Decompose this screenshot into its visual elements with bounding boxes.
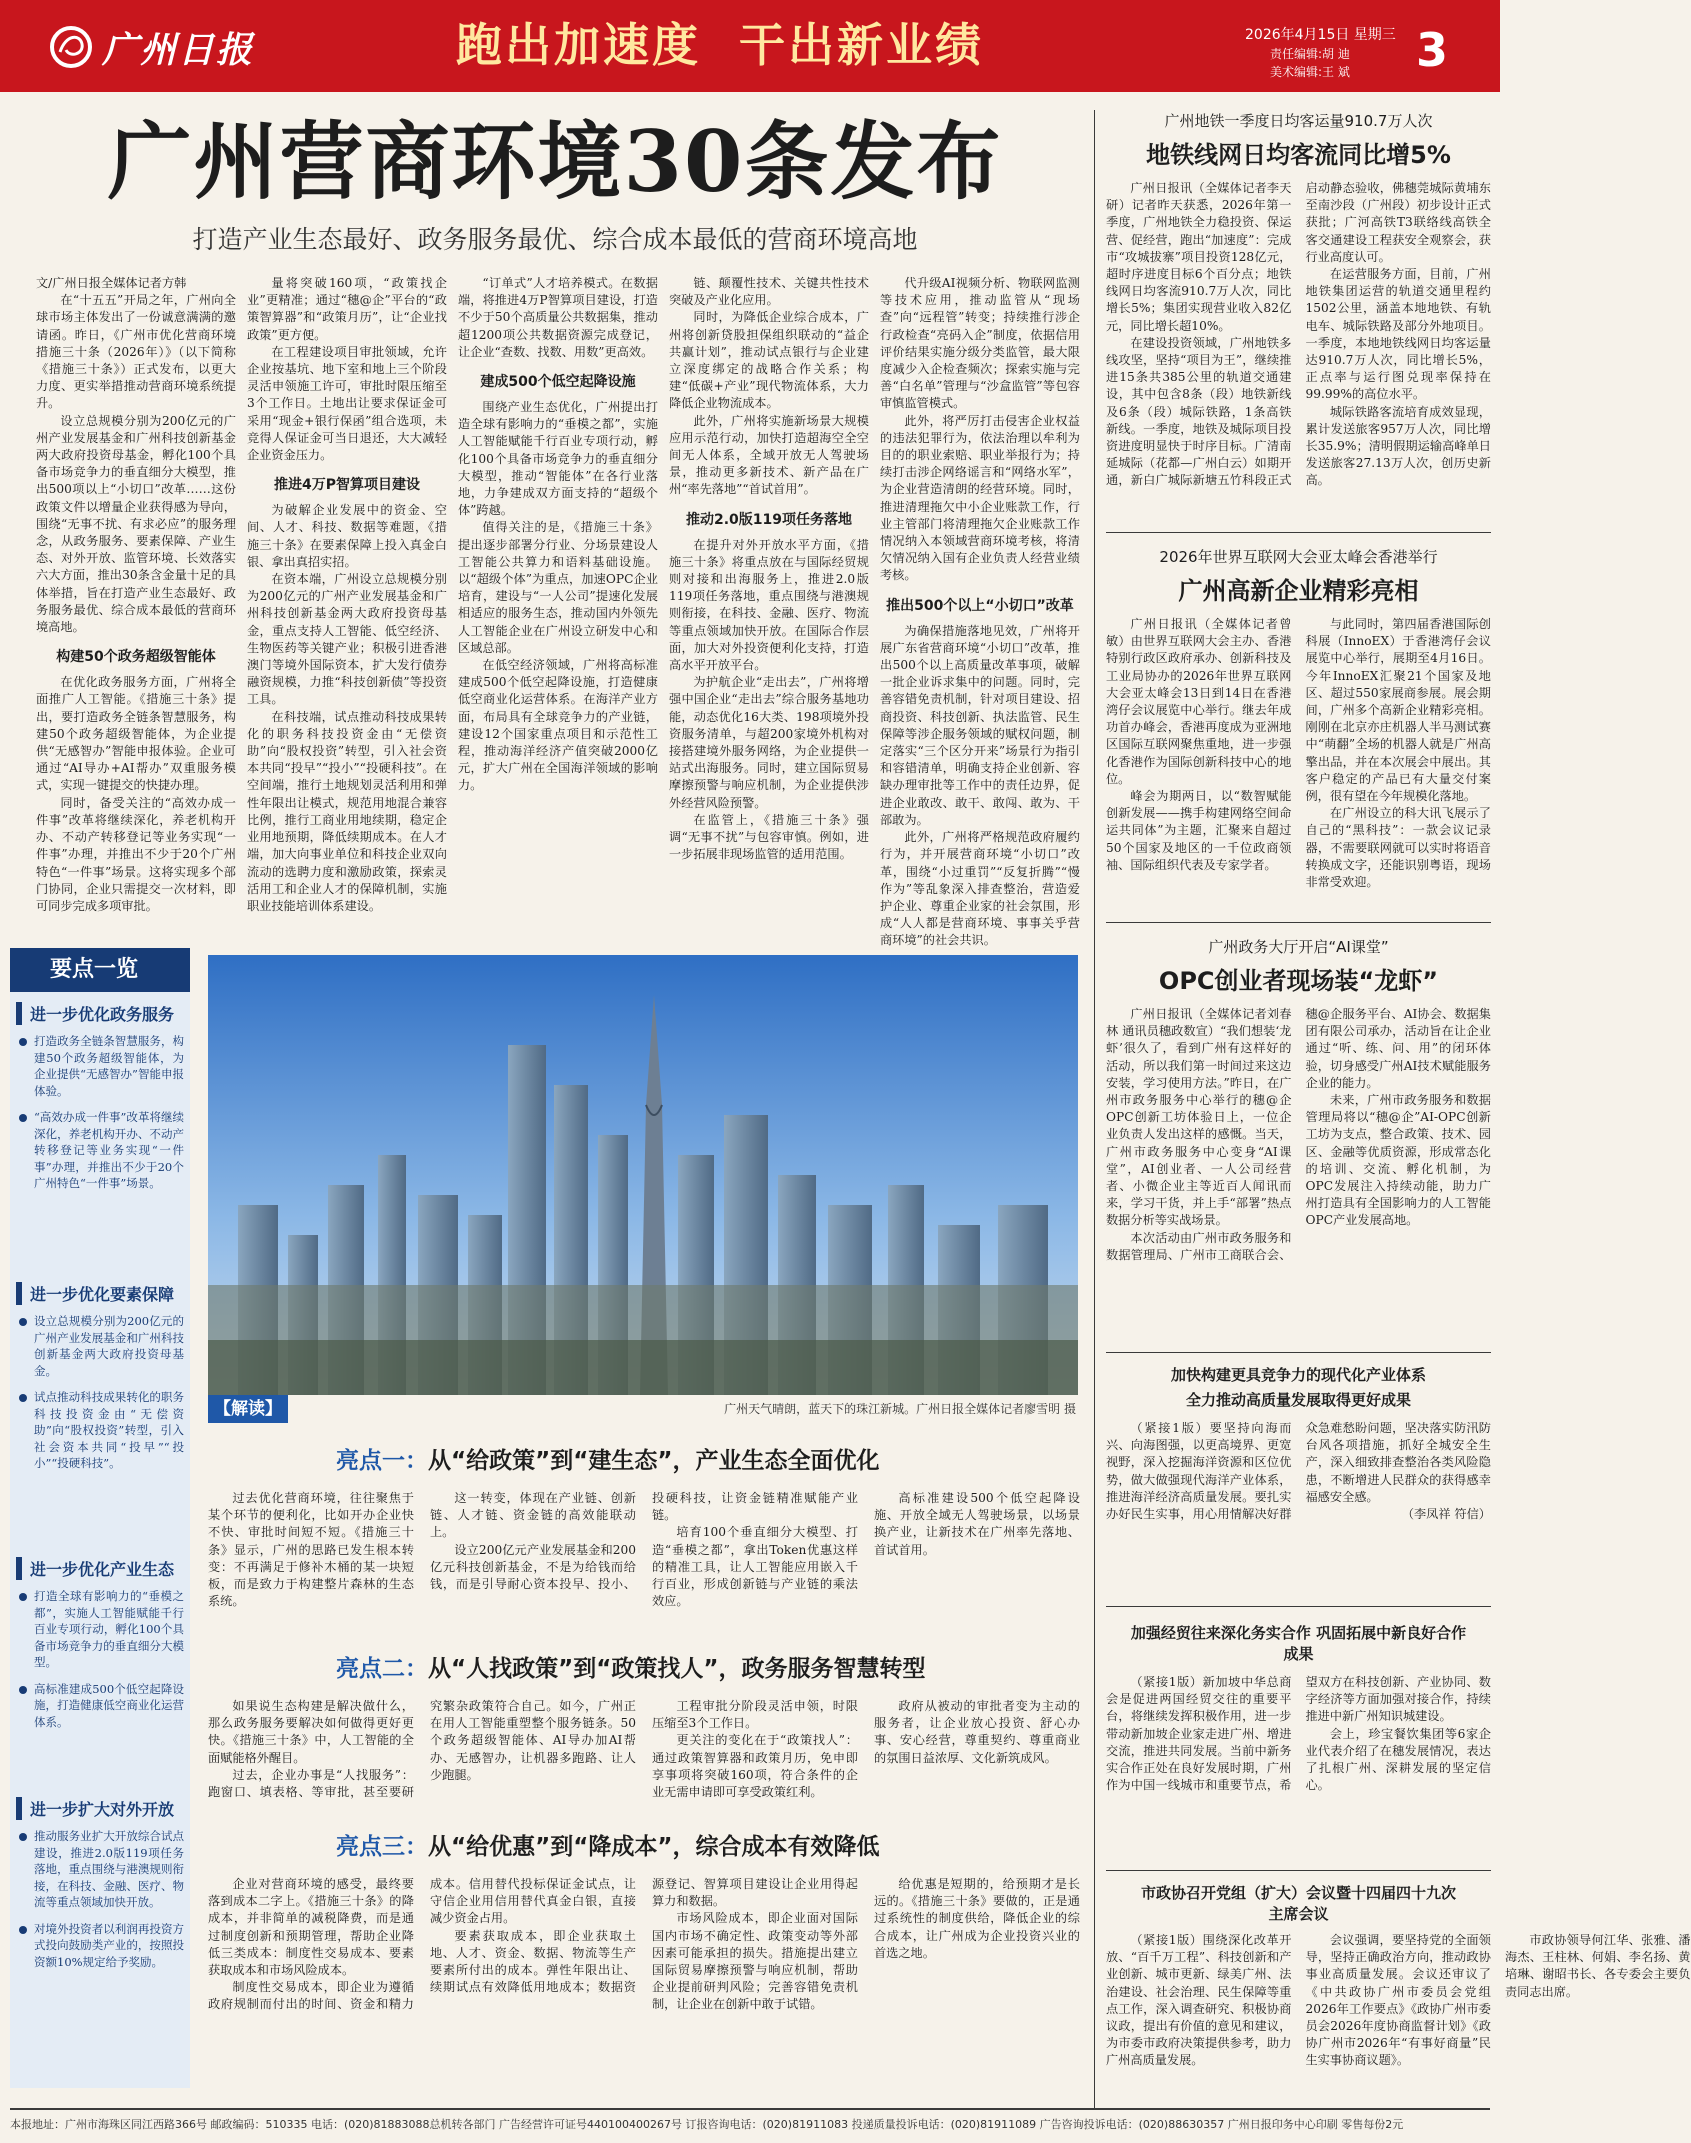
story-para: （李凤祥 符信）	[1401, 1507, 1491, 1522]
story-divider	[1106, 922, 1491, 923]
story-divider	[1106, 1606, 1491, 1607]
column-divider	[1094, 110, 1095, 2110]
sidebar-section	[16, 1282, 184, 1547]
story-title: 全力推动高质量发展取得更好成果	[1185, 1391, 1411, 1409]
story-body	[1106, 1006, 1491, 1336]
footer-rule	[10, 2108, 1490, 2110]
subhead-lowaltitude: 建成500个低空起降设施	[480, 374, 636, 391]
issue-date: 2026年4月15日 星期三	[1245, 27, 1396, 43]
byline: 文/广州日报全媒体记者方韩	[36, 276, 187, 290]
story-para: 市政协领导何江华、张雅、潘海杰、王柱林、何娟、李名扬、黄培琳、谢昭书长、各专委会主要负责同志出席。	[1505, 1933, 1691, 1999]
analysis-para: 给优惠是短期的，给预期才是长远的。《措施三十条》要做的，正是通过系统性的制度供给，降低企业的综合成本，让广州成为企业投资兴业的首选之地。	[874, 1877, 1080, 1960]
story-kicker: 广州地铁一季度日均客运量910.7万人次	[1164, 112, 1433, 130]
designer-credit: 美术编辑:王 斌	[1270, 65, 1350, 79]
highlight-1-heading	[336, 1442, 1096, 1475]
subhead-compute: 推进4万P智算项目建设	[273, 477, 420, 494]
logo-swirl-icon	[48, 24, 94, 70]
highlight-tag: 亮点三：	[336, 1834, 428, 1860]
story-cppcc	[1106, 1880, 1691, 2095]
logo-text: 广州日报	[102, 28, 255, 71]
highlight-3-body	[208, 1876, 1080, 2092]
editor-credit: 责任编辑:胡 迪	[1270, 47, 1350, 61]
story-kicker: 广州政务大厅开启“AI课堂”	[1208, 938, 1389, 956]
sidebar-bullet: 高标准建成500个低空起降设施，打造健康低空商业化运营体系。	[16, 1681, 184, 1731]
story-divider	[1106, 1352, 1491, 1353]
sidebar-section	[16, 1002, 184, 1272]
analysis-para: 高标准建设500个低空起降设施、开放全域无人驾驶场景，以场景换产业，让新技术在广州率先落地、首试首用。	[874, 1491, 1080, 1557]
lead-title: 广州营商环境30条发布	[107, 112, 1003, 211]
page-slogan: 跑出加速度 干出新业绩	[455, 18, 985, 72]
analysis-para: 如果说生态构建是解决做什么，那么政务服务要解决如何做得更好更快。《措施三十条》中，人工智能的全面赋能格外醒目。	[208, 1699, 414, 1765]
sidebar-section-title: 进一步优化政务服务	[16, 1002, 184, 1025]
lead-para: 在监管上，《措施三十条》强调“无事不扰”与包容审慎。例如，进一步拓展非现场监管的适用范围。	[669, 812, 869, 862]
story-singapore	[1106, 1618, 1491, 1866]
analysis-para: 政府从被动的审批者变为主动的服务者，让企业放心投资、舒心办事、安心经营，尊重契约、尊重商业的氛围日益浓厚、文化新筑成风。	[874, 1699, 1080, 1765]
lead-para: 围绕产业生态优化，广州提出打造全球有影响力的“垂模之都”，实施人工智能赋能千行百业专项行动，孵化100个具备市场竞争力的垂直细分大模型，推动“智能体”在各行业落地，力争建成双方面支持的“超级个体”跨越。	[458, 400, 658, 518]
photo-caption: 广州天气晴朗，蓝天下的珠江新城。广州日报全媒体记者廖雪明 摄	[724, 1402, 1076, 1416]
footer-info: 本报地址：广州市海珠区同江西路366号 邮政编码：510335 电话：(020)81883088总机转各部门 广告经营许可证号440100400267号 订报咨询电话：(020)81911083 投递质量投诉电话：(020)81911089 广告咨询投诉电话：(020)88630357 广州日报印务中心印刷 零售每份2元	[10, 2118, 1404, 2131]
lead-col-1	[36, 275, 236, 935]
lead-para: 同时，为降低企业综合成本，广州将创新贷股担保组织联动的“益企共赢计划”，推动试点银行与企业建立深度绑定的战略合作关系；构建“低碳+产业”现代物流体系，大力降低企业物流成本。	[669, 310, 869, 411]
sidebar-section	[16, 1557, 184, 1787]
logo	[48, 22, 258, 72]
story-body	[1106, 1932, 1691, 2082]
story-para: （紧接1版）新加坡中华总商会是促进两国经贸交往的重要平台，将继续发挥积极作用，进一步带动新加坡企业家走进广州、增进交流，推进共同发展。当前中新务实合作正处在良好发展时期，广州作为中国一线城市和重要节点，希望双方在科技创新、产业协同、数字经济等方面加强对接合作，持续推进中新广州知识城建设。	[1106, 1675, 1491, 1793]
story-para: 未来，广州市政务服务和数据管理局将以“穗@企”AI-OPC创新工坊为支点，整合政策、技术、园区、金融等优质资源，形成常态化的培训、交流、孵化机制，为OPC发展注入持续动能，助力广州打造具有全国影响力的人工智能OPC产业发展高地。	[1305, 1093, 1491, 1228]
lead-subtitle: 打造产业生态最好、政务服务最优、综合成本最低的营商环境高地	[192, 225, 918, 254]
lead-col-4	[669, 275, 869, 935]
subhead-tasks: 推动2.0版119项任务落地	[685, 511, 853, 528]
lead-para: 在资本端，广州设立总规模分别为200亿元的广州产业发展基金和广州科技创新基金两大政府投资母基金，重点支持人工智能、低空经济、生物医药等关键产业；积极引进香港澳门等境外国际资本，扩大发行债券融资规模，力推“科技创新债”等投资工具。	[247, 572, 447, 707]
analysis-para: 这一转变，体现在产业链、创新链、人才链、资金链的高效能联动上。	[430, 1491, 636, 1540]
skyline-illustration	[208, 955, 1078, 1395]
story-title: 市政协召开党组（扩大）会议暨十四届四十九次主席会议	[1140, 1884, 1456, 1923]
lead-para: 代升级AI视频分析、物联网监测等技术应用，推动监管从“现场查”向“远程管”转变；持续推行涉企行政检查“亮码入企”制度，依据信用评价结果实施分级分类监管，最大限度减少入企检查频次；探索实施与完善“白名单”管理与“沙盒监管”等包容审慎监管模式。	[880, 276, 1080, 411]
analysis-para: 设立200亿元产业发展基金和200亿元科技创新基金，不是为给钱而给钱，而是引导耐心资本投早、投小、投硬科技，让资金链精准赋能产业链。	[430, 1491, 858, 1592]
story-para: 会议强调，要坚持党的全面领导，坚持正确政治方向，推动政协事业高质量发展。会议还审议了《中共政协广州市委员会党组2026年工作要点》《政协广州市委员会2026年度协商监督计划》《政协广州市2026年“有事好商量”民生实事协商议题》。	[1305, 1933, 1491, 2068]
lead-para: “订单式”人才培养模式。在数据端，将推进4万P智算项目建设，打造不少于50个高质量公共数据集，推动超1200项公共数据资源完成登记，让企业“查数、找数、用数”更高效。	[458, 276, 658, 359]
lead-para: 在优化政务服务方面，广州将全面推广人工智能。《措施三十条》提出，要打造政务全链条智慧服务，构建50个政务超级智能体，为企业提供“无感智办”智能申报体验。企业可通过“AI导办+AI帮办”双重服务模式，实现一键提交的快捷办理。	[36, 675, 236, 793]
analysis-para: 制度性交易成本，即企业为遵循政府规制而付出的时间、资金和精力成本。信用替代投标保证金试点，让守信企业用信用替代真金白银，直接减少资金占用。	[208, 1877, 636, 2012]
analysis-label: 【解读】	[208, 1395, 288, 1423]
lead-para: 量将突破160项，“政策找企业”更精准；通过“穗@企”平台的“政策智算器”和“政策月历”，让“企业找政策”更方便。	[247, 276, 447, 342]
analysis-para: 工程审批分阶段灵活申领，时限压缩至3个工作日。	[652, 1699, 858, 1731]
sidebar-bullet: “高效办成一件事”改革将继续深化，养老机构开办、不动产转移登记等业务实现“一件事”办理，并推出不少于20个广州特色“一件事”场景。	[16, 1109, 184, 1192]
sidebar-bullet: 对境外投资者以利润再投资方式投向鼓励类产业的，按照投资额10%规定给予奖励。	[16, 1921, 184, 1971]
story-title: 加强经贸往来深化务实合作 巩固拓展中新良好合作成果	[1130, 1624, 1467, 1663]
sidebar-bullet: 推动服务业扩大开放综合试点建设，推进2.0版119项任务落地，重点围绕与港澳规则衔接，在科技、金融、医疗、物流等重点领域加快开放。	[16, 1828, 184, 1911]
lead-col-2	[247, 275, 447, 935]
highlight-2-body	[208, 1698, 1080, 1814]
highlight-2-heading	[336, 1650, 1096, 1683]
sidebar-section-title: 进一步扩大对外开放	[16, 1797, 184, 1820]
lead-para: 此外，广州将实施新场景大规模应用示范行动，加快打造超海空全空间无人体系，全域开放无人驾驶场景，推动更多新技术、新产品在广州“率先落地”“首试首用”。	[669, 413, 869, 497]
sidebar-section	[16, 1797, 184, 2117]
lead-para: 在低空经济领域，广州将高标准建成500个低空起降设施，打造健康低空商业化运营体系。在海洋产业方面，布局具有全球竞争力的产业链，建设12个国家重点项目和示范性工程，推动海洋经济产值突破2000亿元，扩大广州在全国海洋领域的影响力。	[458, 658, 658, 793]
story-para: 城际铁路客流培育成效显现，累计发送旅客957万人次，同比增长35.9%；清明假期运输高峰单日发送旅客27.13万人次，创历史新高。	[1305, 404, 1491, 488]
lead-para: 链、颠覆性技术、关键共性技术突破及产业化应用。	[669, 276, 869, 308]
highlight-tag: 亮点一：	[336, 1448, 428, 1474]
story-kicker: 2026年世界互联网大会亚太峰会香港举行	[1159, 548, 1438, 566]
story-para: 在广州设立的科大讯飞展示了自己的“黑科技”：一款会议记录器，不需要联网就可以实时将语音转换成文字，还能识别粤语，现场非常受欢迎。	[1305, 806, 1491, 890]
lead-para: 在科技端，试点推动科技成果转化的职务科技投资金由“无偿资助”向“股权投资”转型，引入社会资本共同“投早”“投小”“投硬科技”。在空间端，推行土地规划灵活利用和弹性年限出让模式，规范用地混合兼容比例，推行工商业用地续期，稳定企业用地预期，降低续期成本。在人才端，加大向事业单位和科技企业双向流动的选聘力度和激励政策，探索灵活用工和企业人才的保障机制，实施职业技能培训体系建设。	[247, 709, 447, 913]
sidebar-bullet: 试点推动科技成果转化的职务科技投资金由“无偿资助”向“股权投资”转型，引入社会资本共同“投早”“投小”“投硬科技”。	[16, 1389, 184, 1472]
lead-para: 设立总规模分别为200亿元的广州产业发展基金和广州科技创新基金两大政府投资母基金，孵化100个具备市场竞争力的垂直细分大模型，推出500项以上“小切口”改革……这份政策文件以增量企业获得感为导向，围绕“无事不扰、有求必应”的服务理念，从政务服务、要素保障、产业生态、对外开放、监管环境、长效落实六大方面，推出30条含金量十足的具体举措，旨在打造产业生态最好、政务服务最优、综合成本最低的营商环境高地。	[36, 413, 236, 635]
sidebar-section-title: 进一步优化要素保障	[16, 1282, 184, 1305]
story-body	[1106, 1420, 1491, 1590]
story-para: 广州日报讯（全媒体记者李天研）记者昨天获悉，2026年第一季度，广州地铁全力稳投资、保运营、促经营，跑出“加速度”：完成市“攻城拔寨”项目投资128亿元，超时序进度目标6个百分点；地铁线网日均客流910.7万人次，同比增长5%；集团实现营业收入82亿元，同比增长超10%。	[1106, 181, 1292, 333]
story-body	[1106, 180, 1491, 510]
sidebar-section-title: 进一步优化产业生态	[16, 1557, 184, 1580]
analysis-para: 培育100个垂直细分大模型、打造“垂模之都”，拿出Token优惠这样的精准工具，让人工智能应用嵌入千行百业，形成创新链与产业链的乘法效应。	[652, 1525, 858, 1609]
story-internet-summit	[1106, 546, 1491, 918]
lead-para: 在工程建设项目审批领域，允许企业按基坑、地下室和地上三个阶段灵活申领施工许可，审批时限压缩至3个工作日。土地出让要求保证金可采用“现金+银行保函”组合选项，未竞得人保证金可当日退还，大大减轻企业资金压力。	[247, 344, 447, 463]
subhead-agents: 构建50个政务超级智能体	[56, 649, 216, 666]
story-title: 地铁线网日均客流同比增5%	[1146, 141, 1451, 169]
cityscape-photo	[208, 955, 1078, 1395]
lead-para: 为破解企业发展中的资金、空间、人才、科技、数据等难题，《措施三十条》在要素保障上投入真金白银、拿出真招实招。	[247, 503, 447, 569]
story-para: 与此同时，第四届香港国际创科展（InnoEX）于香港湾仔会议展览中心举行，展期至4月16日。今年InnoEX汇聚21个国家及地区、超过550家展商参展。展会期间，广州多个高新企业精彩亮相。刚刚在北京亦庄机器人半马测试赛中“萌翻”全场的机器人就是广州高擎出品，并在本次展会中展出。其客户稳定的产品已有大量交付案例，很有望在今年规模化落地。	[1305, 617, 1491, 804]
story-para: 会上，珍宝餐饮集团等6家企业代表介绍了在穗发展情况，表达了扎根广州、深耕发展的坚定信心。	[1305, 1726, 1491, 1793]
sidebar-bullet: 打造政务全链条智慧服务，构建50个政务超级智能体，为企业提供“无感智办”智能申报体验。	[16, 1033, 184, 1099]
story-divider	[1106, 1870, 1491, 1871]
story-divider	[1106, 532, 1491, 533]
story-para: 广州日报讯（全媒体记者曾敏）由世界互联网大会主办、香港特别行政区政府承办、创新科技及工业局协办的2026年世界互联网大会亚太峰会13日到14日在香港湾仔会议展览中心举行。继去年成功首办峰会，香港再度成为亚洲地区国际互联网聚焦重地，进一步强化香港作为国际创新科技中心的地位。	[1106, 617, 1292, 786]
story-body	[1106, 616, 1491, 906]
lead-col-3	[458, 275, 658, 935]
lead-para: 此外，将严厉打击侵害企业权益的违法犯罪行为，依法治理以牟利为目的的职业索赔、职业举报行为；持续打击涉企网络谣言和“网络水军”，为企业营造清朗的经营环境。同时，推进清理拖欠中小企业账款工作，行业主管部门将清理拖欠企业账款工作情况纳入本领域营商环境考核，将清欠情况纳入国有企业负责人经营业绩考核。	[880, 413, 1080, 583]
highlight-tag: 亮点二：	[336, 1656, 428, 1682]
story-kicker: 加快构建更具竞争力的现代化产业体系	[1170, 1366, 1426, 1384]
highlight-text: 从“给政策”到“建生态”，产业生态全面优化	[428, 1448, 880, 1474]
story-para: 广州日报讯（全媒体记者刘春林 通讯员穗政数宣）“我们想装‘龙虾’很久了，看到广州有这样好的活动，所以我们第一时间过来这边安装，学习使用方法。”昨日，在广州市政务服务中心举行的穗@企OPC创新工坊体验日上，一位企业负责人发出这样的感慨。当天，广州市政务服务中心变身“AI课堂”，AI创业者、一人公司经营者、小微企业主等近百人闻讯而来，学习干货，并上手“部署”热点数据分析等实战场景。	[1106, 1007, 1292, 1228]
page-number: 3	[1415, 23, 1448, 77]
story-industry	[1106, 1364, 1491, 1600]
analysis-para: 过去，企业办事是“人找服务”：跑窗口、填表格、等审批，甚至要研究繁杂政策符合自己。如今，广州正在用人工智能重塑整个服务链条。50个政务超级智能体、AI导办加AI帮办、无感智办，让机器多跑路、让人少跑腿。	[208, 1699, 636, 1800]
story-para: 在运营服务方面，目前，广州地铁集团运营的轨道交通里程约1502公里，涵盖本地地铁、有轨电车、城际铁路及部分外地项目。一季度，本地地铁线网日均客运量达910.7万人次，同比增长5%，正点率与运行图兑现率保持在99.99%的高位水平。	[1305, 267, 1491, 402]
sidebar-bullet: 打造全球有影响力的“垂模之都”，实施人工智能赋能千行百业专项行动，孵化100个具备市场竞争力的垂直细分大模型。	[16, 1588, 184, 1671]
sidebar-bullet: 设立总规模分别为200亿元的广州产业发展基金和广州科技创新基金两大政府投资母基金。	[16, 1313, 184, 1379]
sidebar-title: 要点一览	[10, 948, 190, 992]
subhead-reform: 推出500个以上“小切口”改革	[886, 597, 1074, 614]
story-title: 广州高新企业精彩亮相	[1178, 577, 1419, 605]
lead-para: 在提升对外开放水平方面，《措施三十条》将重点放在与国际经贸规则对接和出海服务上，推进2.0版119项任务落地，重点围绕与港澳规则衔接，在科技、金融、医疗、物流等重点领域加快开放。在国际合作层面，加大对外投资便利化支持，打造高水平开放平台。	[669, 537, 869, 673]
analysis-para: 市场风险成本，即企业面对国际国内市场不确定性、政策变动等外部因素可能承担的损失。措施提出建立国际贸易摩擦预警与响应机制，帮助企业提前研判风险；完善容错免责机制，让企业在创新中敢于试错。	[652, 1911, 858, 2012]
story-ai-class	[1106, 936, 1491, 1346]
story-body	[1106, 1674, 1491, 1854]
story-title: OPC创业者现场装“龙虾”	[1158, 967, 1439, 995]
story-para: （紧接1版）要坚持向海而兴、向海图强，以更高境界、更宽视野，深入挖掘海洋资源和区位优势，做大做强现代海洋产业体系，推进海洋经济高质量发展。要扎实办好民生实事，用心用情解决好群众急难愁盼问题，坚决落实防汛防台风各项措施，抓好全城安全生产，深入细致排查整治各类风险隐患，不断增进人民群众的获得感幸福感安全感。	[1106, 1421, 1491, 1522]
highlight-text: 从“给优惠”到“降成本”，综合成本有效降低	[428, 1834, 880, 1860]
highlight-3-heading	[336, 1828, 1096, 1861]
analysis-para: 企业对营商环境的感受，最终要落到成本二字上。《措施三十条》的降成本，并非简单的减税降费，而是通过制度创新和预期管理，帮助企业降低三类成本：制度性交易成本、要素获取成本和市场风险成本。	[208, 1877, 414, 1978]
analysis-para: 过去优化营商环境，往往聚焦于某个环节的便利化，比如开办企业快不快、审批时间短不短。《措施三十条》显示，广州的思路已发生根本转变：不再满足于修补木桶的某一块短板，而是致力于构建整片森林的生态系统。	[208, 1491, 414, 1609]
story-para: 峰会为期两日，以“数智赋能 创新发展——携手构建网络空间命运共同体”为主题，汇聚来自超过50个国家及地区的一千位政商领袖、国际组织代表及专家学者。	[1106, 789, 1292, 872]
lead-para: 同时，备受关注的“高效办成一件事”改革将继续深化，养老机构开办、不动产转移登记等业务实现“一件事”办理，并推出不少于20个广州特色“一件事”场景。这将实现多个部门协同，企业只需提交一次材料，即可同步完成多项审批。	[36, 795, 236, 913]
lead-para: 为确保措施落地见效，广州将开展广东省营商环境“小切口”改革，推出500个以上高质量改革事项，破解一批企业诉求集中的问题。同时，完善容错免责机制，针对项目建设、招商投资、科技创新、执法监管、民生保障等涉企服务领域的赋权问题，制定落实“三个区分开来”场景行为指引和容错清单，明确支持企业创新、容缺办理审批等工作中的责任边界，促进企业敢改、敢干、敢闯、敢为、干部敢为。	[880, 623, 1080, 827]
story-para: 本次活动由广州市政务服务和数据管理局、广州市工商联合会、穗@企服务平台、AI协会、数据集团有限公司承办，活动旨在让企业通过“听、练、问、用”的闭环体验，切身感受广州AI技术赋能服务企业的能力。	[1106, 1007, 1491, 1262]
lead-para: 为护航企业“走出去”，广州将增强中国企业“走出去”综合服务基地功能，动态优化16大类、198项境外投资服务清单，与超200家境外机构对接搭建境外服务网络，为企业提供一站式出海服务。同时，建立国际贸易摩擦预警与响应机制，为企业提供涉外经营风险预警。	[669, 675, 869, 810]
analysis-para: 要素获取成本，即企业获取土地、人才、资金、数据、物流等生产要素所付出的成本。弹性年限出让、续期试点有效降低用地成本；数据资源登记、智算项目建设让企业用得起算力和数据。	[430, 1877, 858, 1995]
story-para: （紧接1版）围绕深化改革开放、“百千万工程”、科技创新和产业创新、城市更新、绿美广州、法治建设、社会治理、民生保障等重点工作，深入调查研究、积极协商议政，提出有价值的意见和建议，为市委市政府决策提供参考，助力广州高质量发展。	[1106, 1933, 1292, 2068]
story-metro	[1106, 110, 1491, 528]
lead-para: 值得关注的是，《措施三十条》提出逐步部署分行业、分场景建设人工智能公共算力和语料基础设施。以“超级个体”为重点，加速OPC企业培育，建设与“一人公司”提速化发展相适应的服务生态，推动国内外领先人工智能企业在广州设立研发中心和区域总部。	[458, 520, 658, 655]
lead-para: 在“十五五”开局之年，广州向全球市场主体发出了一份诚意满满的邀请函。昨日，《广州市优化营商环境措施三十条（2026年）》（以下简称《措施三十条》）正式发布，以更大力度、更实举措推动营商环境系统提升。	[36, 293, 236, 411]
story-para: 在建设投资领域，广州地铁多线攻坚，坚持“项目为王”，继续推进15条共385公里的轨道交通建设，其中包含8条（段）地铁新线及6条（段）城际铁路，1条高铁新线。一季度，地铁及城际项目投资进度明显快于时序目标。广清南延城际（花都—广州白云）如期开通，新白广城际新塘五竹科段正式启动静态验收，佛穗莞城际黄埔东至南沙段（广州段）初步设计正式获批；广河高铁T3联络线高铁全客交通建设工程获安全观察会，获行业高度认可。	[1106, 181, 1491, 488]
sidebar	[10, 948, 190, 2088]
analysis-para: 更关注的变化在于“政策找人”：通过政策智算器和政策月历，免申即享事项将突破160项，符合条件的企业无需申请即可享受政策红利。	[652, 1733, 858, 1800]
lead-col-5	[880, 275, 1080, 948]
highlight-text: 从“人找政策”到“政策找人”，政务服务智慧转型	[428, 1656, 926, 1682]
lead-para: 此外，广州将严格规范政府履约行为，并开展营商环境“小切口”改革，围绕“小过重罚”“反复折腾”“慢作为”等乱象深入排查整治，营造爱护企业、尊重企业家的社会氛围，形成“人人都是营商环境、事事关乎营商环境”的社会共识。	[880, 830, 1080, 948]
